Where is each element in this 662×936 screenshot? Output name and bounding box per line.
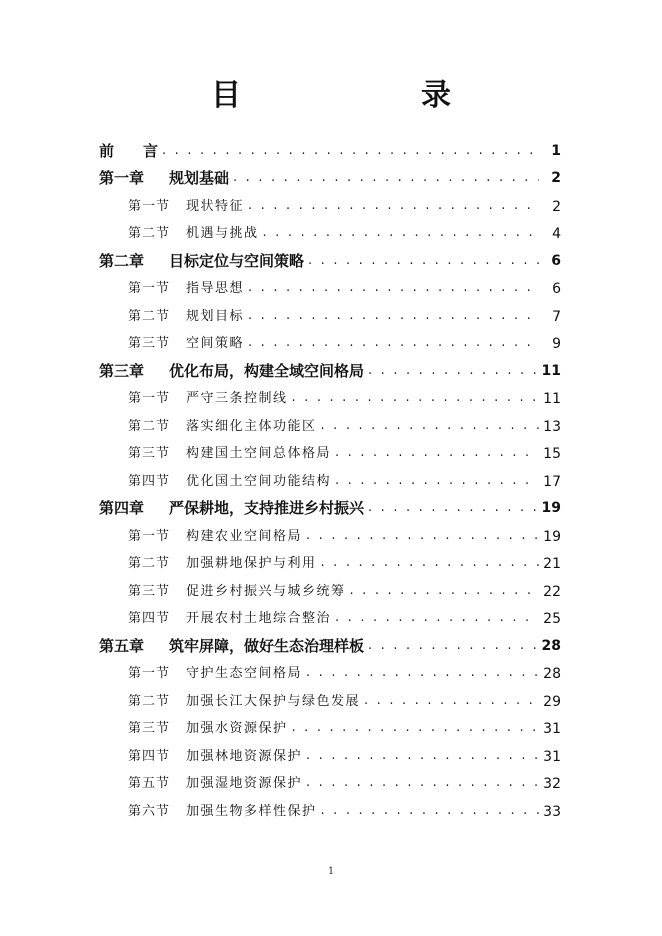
toc-page-number: 4 [552, 226, 561, 242]
dot-leader [248, 197, 539, 216]
toc-section-4-3[interactable] [99, 573, 561, 601]
toc-section-3-2[interactable] [99, 408, 561, 436]
toc-entry-label [128, 445, 335, 463]
dot-leader [233, 169, 539, 188]
toc-page-number: 29 [543, 693, 561, 710]
chapter-title: 规划基础 [169, 169, 230, 187]
chapter-title: 筑牢屏障，做好生态治理样板 [169, 636, 365, 655]
toc-section-3-4[interactable] [99, 463, 561, 491]
section-title: 机遇与挑战 [186, 226, 259, 241]
section-number: 第二节 [128, 418, 171, 434]
chapter-number: 第四章 [99, 499, 145, 517]
toc-entry-preface[interactable] [99, 133, 561, 161]
section-title: 优化国土空间功能结构 [186, 473, 332, 489]
toc-section-3-1[interactable] [99, 381, 561, 409]
dot-leader [248, 279, 539, 298]
toc-page-number: 19 [543, 528, 561, 545]
toc-entry-label [99, 498, 368, 518]
toc-entry-label [128, 308, 248, 326]
toc-page-number: 7 [552, 308, 561, 325]
toc-page-number: 22 [543, 583, 561, 600]
toc-entry-label [128, 610, 335, 628]
toc-section-3-3[interactable] [99, 436, 561, 464]
section-number: 第一节 [128, 666, 171, 681]
toc-section-4-4[interactable] [99, 601, 561, 629]
toc-page-number: 17 [543, 473, 561, 490]
toc-page-number: 25 [543, 611, 561, 627]
toc-section-4-2[interactable] [99, 546, 561, 574]
dot-leader [368, 362, 538, 381]
dot-leader [292, 389, 539, 408]
toc-chapter-3[interactable] [99, 353, 561, 381]
toc-page-number: 9 [552, 336, 561, 352]
section-number: 第五节 [128, 776, 171, 791]
toc-entry-label [128, 390, 292, 408]
toc-page-number: 33 [543, 803, 561, 820]
toc-entry-label [99, 141, 162, 161]
toc-page-number: 1 [551, 142, 561, 159]
toc-page-number: 19 [541, 500, 561, 516]
toc-entry-label [99, 168, 233, 188]
toc-entry-label [128, 225, 263, 243]
toc-title: 目 录 [211, 78, 491, 113]
dot-leader [292, 719, 539, 738]
section-title: 加强耕地保护与利用 [186, 556, 317, 571]
dot-leader [263, 224, 539, 243]
toc-section-5-5[interactable] [99, 766, 561, 794]
section-title: 促进乡村振兴与城乡统筹 [186, 583, 346, 599]
section-number: 第四节 [128, 473, 171, 489]
toc-chapter-5[interactable] [99, 628, 561, 656]
toc-entry-label [128, 665, 306, 683]
chapter-number: 第二章 [99, 251, 145, 270]
section-number: 第六节 [128, 803, 171, 819]
toc-section-5-6[interactable] [99, 793, 561, 821]
dot-leader [335, 444, 539, 463]
toc-entry-label [128, 803, 321, 821]
toc-page-number: 6 [551, 252, 561, 269]
section-title: 空间策略 [186, 336, 245, 351]
dot-leader [306, 774, 539, 793]
toc-entry-label [128, 583, 350, 601]
chapter-title: 严保耕地，支持推进乡村振兴 [169, 499, 365, 517]
dot-leader [248, 334, 539, 353]
section-title: 加强湿地资源保护 [186, 776, 303, 791]
section-number: 第三节 [128, 583, 171, 599]
toc-entry-label [128, 280, 248, 298]
toc-entry-label [128, 693, 364, 711]
toc-entry-label [128, 748, 306, 766]
toc-page-number: 15 [543, 446, 561, 462]
chapter-title: 目标定位与空间策略 [169, 251, 305, 270]
toc-chapter-4[interactable] [99, 491, 561, 519]
preface-char-1: 前 [99, 141, 115, 160]
toc-entry-label [128, 473, 335, 491]
toc-entry-label [99, 251, 308, 271]
section-number: 第二节 [128, 693, 171, 709]
dot-leader [364, 692, 539, 711]
section-title: 构建农业空间格局 [186, 528, 303, 544]
toc-entry-label [128, 555, 321, 573]
toc-section-5-4[interactable] [99, 738, 561, 766]
section-title: 严守三条控制线 [186, 391, 288, 406]
toc-section-2-1[interactable] [99, 271, 561, 299]
toc-chapter-2[interactable] [99, 243, 561, 271]
section-title: 现状特征 [186, 198, 245, 214]
dot-leader [335, 472, 539, 491]
section-title: 指导思想 [186, 281, 245, 296]
section-number: 第四节 [128, 748, 171, 764]
preface-char-2: 言 [143, 141, 159, 160]
section-number: 第一节 [128, 281, 171, 296]
chapter-title: 优化布局，构建全域空间格局 [169, 361, 365, 380]
toc-page-number: 6 [552, 281, 561, 297]
toc-entry-label [99, 636, 368, 656]
dot-leader [308, 252, 539, 271]
toc-section-1-1[interactable] [99, 188, 561, 216]
section-title: 加强林地资源保护 [186, 748, 303, 764]
toc-page-number: 13 [543, 418, 561, 435]
section-number: 第二节 [128, 556, 171, 571]
section-number: 第一节 [128, 528, 171, 544]
section-number: 第一节 [128, 391, 171, 406]
section-number: 第四节 [128, 611, 171, 626]
dot-leader [306, 747, 539, 766]
toc-page-number: 31 [543, 748, 561, 765]
chapter-number: 第一章 [99, 169, 145, 187]
toc-section-4-1[interactable] [99, 518, 561, 546]
dot-leader [248, 307, 539, 326]
toc-section-5-1[interactable] [99, 656, 561, 684]
section-title: 开展农村土地综合整治 [186, 611, 332, 626]
chapter-number: 第五章 [99, 636, 145, 655]
toc-page-number: 11 [543, 391, 561, 407]
page-footer-number: 1 [327, 866, 335, 877]
dot-leader [306, 527, 539, 546]
toc-page-number: 2 [552, 198, 561, 215]
dot-leader [321, 554, 539, 573]
toc-section-1-2[interactable] [99, 216, 561, 244]
toc-entry-label [128, 720, 292, 738]
toc-page-number: 28 [543, 666, 561, 682]
toc-page-number: 11 [541, 362, 561, 379]
section-title: 构建国土空间总体格局 [186, 446, 332, 461]
toc-page-number: 31 [543, 721, 561, 737]
toc-entry-label [128, 418, 321, 436]
section-number: 第二节 [128, 226, 171, 241]
table-of-contents [99, 133, 561, 821]
dot-leader [306, 664, 539, 683]
section-number: 第一节 [128, 198, 171, 214]
toc-entry-label [128, 335, 248, 353]
toc-entry-label [128, 528, 306, 546]
chapter-number: 第三章 [99, 361, 145, 380]
section-title: 守护生态空间格局 [186, 666, 303, 681]
section-number: 第三节 [128, 446, 171, 461]
section-number: 第三节 [128, 336, 171, 351]
toc-entry-label [99, 361, 368, 381]
toc-section-2-2[interactable] [99, 298, 561, 326]
toc-section-2-3[interactable] [99, 326, 561, 354]
dot-leader [368, 637, 538, 656]
dot-leader [162, 142, 539, 161]
section-title: 加强长江大保护与绿色发展 [186, 693, 361, 709]
section-title: 加强水资源保护 [186, 721, 288, 736]
toc-chapter-1[interactable] [99, 161, 561, 189]
dot-leader [321, 802, 539, 821]
toc-page-number: 21 [543, 556, 561, 572]
toc-entry-label [128, 198, 248, 216]
toc-section-5-3[interactable] [99, 711, 561, 739]
dot-leader [335, 609, 539, 628]
toc-page-number: 32 [543, 776, 561, 792]
dot-leader [368, 499, 538, 518]
toc-page-number: 28 [541, 637, 561, 654]
dot-leader [321, 417, 539, 436]
section-title: 落实细化主体功能区 [186, 418, 317, 434]
dot-leader [350, 582, 539, 601]
section-number: 第三节 [128, 721, 171, 736]
toc-entry-label [128, 775, 306, 793]
section-title: 规划目标 [186, 308, 245, 324]
section-title: 加强生物多样性保护 [186, 803, 317, 819]
toc-section-5-2[interactable] [99, 683, 561, 711]
toc-page-number: 2 [551, 170, 561, 186]
section-number: 第二节 [128, 308, 171, 324]
